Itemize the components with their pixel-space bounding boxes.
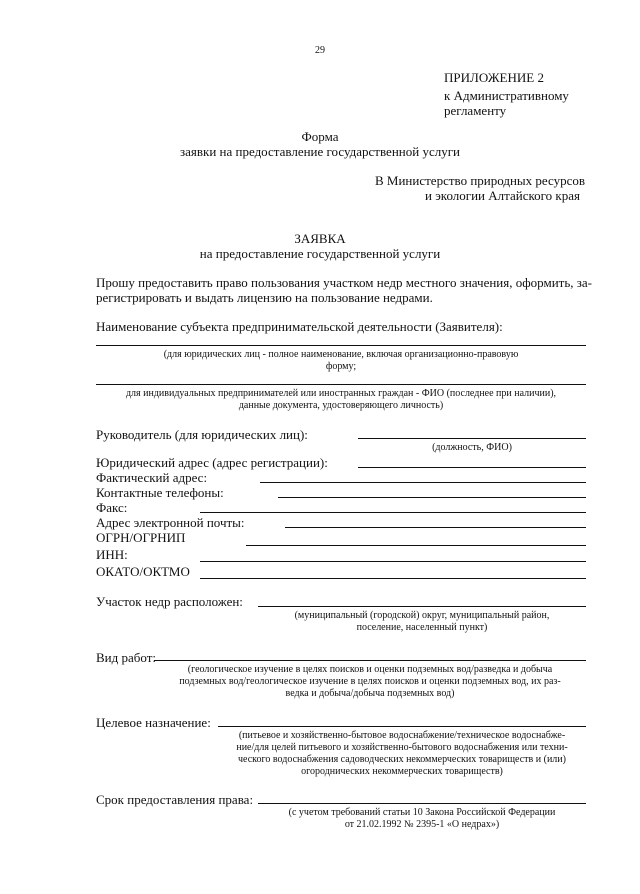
phones-line[interactable] [278, 497, 586, 498]
form-heading-line-2: заявки на предоставление государственной услуги [179, 144, 460, 159]
applicant-hint-2-line-1: для индивидуальных предпринимателей или иностранных граждан - ФИО (последнее при наличии), [125, 388, 557, 399]
applicant-name-line-2[interactable] [96, 384, 586, 385]
phones-label: Контактные телефоны: [96, 485, 224, 500]
purpose-hint-line-2: ние/для целей питьевого и хозяйственно-бытового водоснабжения или техни- [236, 742, 568, 753]
appendix-title: ПРИЛОЖЕНИЕ 2 [444, 70, 544, 85]
applicant-hint-2-line-2: данные документа, удостоверяющего личность) [238, 400, 444, 411]
document-title: ЗАЯВКА [294, 231, 346, 246]
site-hint-line-1: (муниципальный (городской) округ, муниципальный район, [294, 610, 550, 621]
email-label: Адрес электронной почты: [96, 515, 245, 530]
fax-label: Факс: [96, 500, 128, 515]
applicant-hint-1-line-1: (для юридических лиц - полное наименование, включая организационно-правовую [163, 349, 519, 360]
head-hint: (должность, ФИО) [432, 442, 512, 453]
ogrn-label: ОГРН/ОГРНИП [96, 530, 186, 545]
work-label: Вид работ: [96, 650, 156, 665]
ogrn-line[interactable] [246, 545, 586, 546]
purpose-hint-line-4: огороднических некоммерческих товариществ) [301, 766, 503, 777]
purpose-hint-line-1: (питьевое и хозяйственно-бытовое водоснабжение/техническое водоснабже- [238, 730, 566, 741]
addressee-line-2: и экологии Алтайского края [425, 188, 580, 203]
work-hint-line-2: подземных вод/геологическое изучение в целях поисков и оценки подземных вод, их раз- [179, 676, 561, 687]
work-hint-line-1: (геологическое изучение в целях поисков и оценки подземных вод/разведка и добыча [187, 664, 553, 675]
inn-line[interactable] [200, 561, 586, 562]
request-line-1: Прошу предоставить право пользования участком недр местного значения, оформить, за- [96, 275, 592, 290]
site-label: Участок недр расположен: [96, 594, 243, 609]
term-hint-line-2: от 21.02.1992 № 2395-1 «О недрах») [344, 819, 500, 830]
okato-line[interactable] [200, 578, 586, 579]
email-line[interactable] [285, 527, 586, 528]
site-hint-line-2: поселение, населенный пункт) [356, 622, 488, 633]
work-hint-line-3: ведка и добыча/добыча подземных вод) [285, 688, 455, 699]
appendix-line-2: регламенту [444, 103, 507, 118]
request-line-2: регистрировать и выдать лицензию на пользование недрами. [96, 290, 433, 305]
purpose-hint-line-3: ческого водоснабжения садоводческих некоммерческих товариществ и (или) [238, 754, 566, 765]
purpose-label: Целевое назначение: [96, 715, 211, 730]
purpose-line[interactable] [218, 726, 586, 727]
head-label: Руководитель (для юридических лиц): [96, 427, 308, 442]
applicant-name-line-1[interactable] [96, 345, 586, 346]
legal-address-line[interactable] [358, 467, 586, 468]
appendix-line-1: к Административному [444, 88, 569, 103]
head-field-line[interactable] [358, 438, 586, 439]
applicant-label: Наименование субъекта предпринимательской деятельности (Заявителя): [96, 319, 503, 334]
page-number: 29 [315, 45, 325, 56]
site-line[interactable] [258, 606, 586, 607]
applicant-hint-1-line-2: форму; [325, 361, 357, 372]
term-line[interactable] [258, 803, 586, 804]
form-heading-line-1: Форма [301, 129, 339, 144]
term-label: Срок предоставления права: [96, 792, 254, 807]
document-subtitle: на предоставление государственной услуги [199, 246, 441, 261]
legal-address-label: Юридический адрес (адрес регистрации): [96, 455, 328, 470]
okato-label: ОКАТО/ОКТМО [96, 564, 190, 579]
work-line[interactable] [154, 660, 586, 661]
fax-line[interactable] [200, 512, 586, 513]
actual-address-label: Фактический адрес: [96, 470, 208, 485]
actual-address-line[interactable] [260, 482, 586, 483]
inn-label: ИНН: [96, 547, 128, 562]
addressee-line-1: В Министерство природных ресурсов [375, 173, 586, 188]
term-hint-line-1: (с учетом требований статьи 10 Закона Российской Федерации [288, 807, 556, 818]
